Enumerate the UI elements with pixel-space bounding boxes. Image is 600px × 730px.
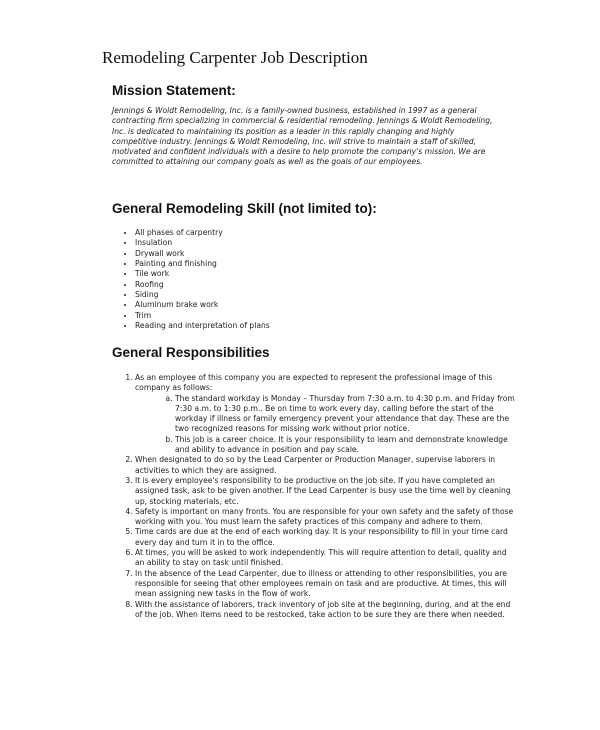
responsibilities-list bbox=[118, 373, 517, 620]
list-item-text: As an employee of this company you are expected to represent the professional image of this company as follows: bbox=[135, 373, 493, 393]
list-item: • All phases of carpentry bbox=[135, 228, 270, 238]
list-item: 5. Time cards are due at the end of each working day. It is your responsibility to fill in your time card every day and turn it in to the office. bbox=[135, 527, 517, 548]
list-item: a. The standard workday is Monday – Thursday from 7:30 a.m. to 4:30 p.m. and Friday from 7:30 a.m. to 1:30 p.m.. Be on time to work every day, calling before the start of the workday if illness or family emergency prevent your attendance that day. These are the two recognized reasons for missing work without prior notice. bbox=[175, 394, 517, 435]
list-item bbox=[135, 373, 517, 455]
list-item: • Roofing bbox=[135, 280, 270, 290]
skills-heading: General Remodeling Skill (not limited to): bbox=[112, 201, 377, 216]
mission-heading: Mission Statement: bbox=[112, 83, 236, 98]
list-item: 2. When designated to do so by the Lead Carpenter or Production Manager, supervise laborers in activities to which they are assigned. bbox=[135, 455, 517, 476]
list-item: 8. With the assistance of laborers, track inventory of job site at the beginning, during, and at the end of the job. When items need to be restocked, take action to be sure they are there when needed. bbox=[135, 600, 517, 621]
list-item: • Aluminum brake work bbox=[135, 300, 270, 310]
document-title: Remodeling Carpenter Job Description bbox=[102, 48, 368, 67]
responsibilities-heading: General Responsibilities bbox=[112, 345, 270, 360]
list-item: • Drywall work bbox=[135, 249, 270, 259]
skills-list bbox=[118, 228, 270, 331]
list-item: 4. Safety is important on many fronts. You are responsible for your own safety and the safety of those working with you. You must learn the safety practices of this company and adhere to them. bbox=[135, 507, 517, 528]
list-item: • Tile work bbox=[135, 269, 270, 279]
sub-list bbox=[135, 394, 517, 456]
list-item: • Painting and finishing bbox=[135, 259, 270, 269]
list-item: • Reading and interpretation of plans bbox=[135, 321, 270, 331]
list-item: • Siding bbox=[135, 290, 270, 300]
list-item: 3. It is every employee's responsibility to be productive on the job site. If you have completed an assigned task, ask to be given another. If the Lead Carpenter is busy use the time well by cleaning up, stocking materials, etc. bbox=[135, 476, 517, 507]
list-item: b. This job is a career choice. It is your responsibility to learn and demonstrate knowledge and ability to advance in position and pay scale. bbox=[175, 435, 517, 456]
list-item: 6. At times, you will be asked to work independently. This will require attention to detail, quality and an ability to stay on task until finished. bbox=[135, 548, 517, 569]
list-item: 7. In the absence of the Lead Carpenter, due to illness or attending to other responsibilities, you are responsible for seeing that other employees remain on task and are productive. At times, this will mean assigning new tasks in the flow of work. bbox=[135, 569, 517, 600]
list-item: • Insulation bbox=[135, 238, 270, 248]
list-item: • Trim bbox=[135, 311, 270, 321]
mission-text: Jennings & Woldt Remodeling, Inc. is a family-owned business, established in 1997 as a general contracting firm specializing in commercial & residential remodeling. Jennings & Woldt Remodeling, Inc. is dedicated to maintaining its position as a leader in this rapidly changing and highly competitive industry. Jennings & Woldt Remodeling, Inc. will strive to maintain a staff of skilled, motivated and confident individuals with a desire to help promote the company's mission. We are committed to attaining our company goals as well as the goals of our employees. bbox=[112, 106, 493, 167]
